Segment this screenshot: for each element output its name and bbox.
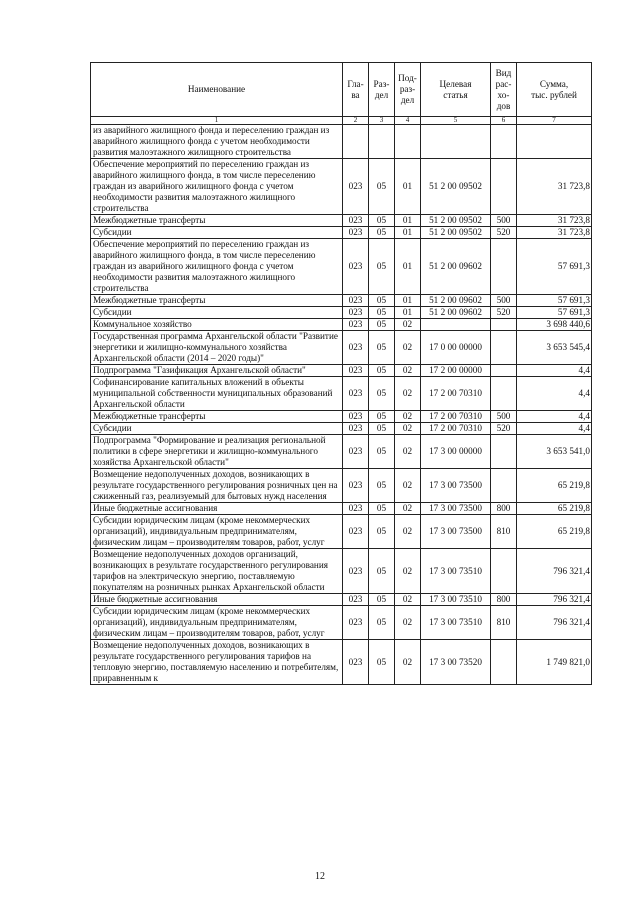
table-row — [91, 331, 592, 365]
cell-vid — [491, 377, 517, 411]
cell-glava: 023 — [343, 227, 369, 239]
cell-glava: 023 — [343, 307, 369, 319]
header-row — [91, 63, 592, 117]
cell-statya: 51 2 00 09502 — [421, 215, 491, 227]
table-row — [91, 319, 592, 331]
cell-vid — [491, 239, 517, 295]
cell-glava: 023 — [343, 606, 369, 640]
cell-name: Межбюджетные трансферты — [91, 215, 343, 227]
cell-summa: 796 321,4 — [517, 594, 592, 606]
cell-name: Подпрограмма "Формирование и реализация региональной политики в сфере энергетики и жилищно-коммунального хозяйства Архангельской области" — [91, 435, 343, 469]
header-number: 1 — [91, 117, 343, 125]
cell-podrazdel: 01 — [395, 159, 421, 215]
cell-podrazdel — [395, 125, 421, 159]
cell-vid — [491, 549, 517, 594]
cell-podrazdel: 01 — [395, 215, 421, 227]
cell-summa: 57 691,3 — [517, 295, 592, 307]
cell-name: Возмещение недополученных доходов, возникающих в результате государственного регулирования розничных цен на сжиженный газ, реализуемый для бытовых нужд населения — [91, 469, 343, 503]
cell-podrazdel: 02 — [395, 549, 421, 594]
cell-name: Межбюджетные трансферты — [91, 295, 343, 307]
table-row — [91, 435, 592, 469]
header-statya: Целевая статья — [421, 63, 491, 117]
cell-podrazdel: 02 — [395, 594, 421, 606]
cell-name: из аварийного жилищного фонда и переселению граждан из аварийного жилищного фонда с учетом необходимости развития малоэтажного жилищного строительства — [91, 125, 343, 159]
header-number: 4 — [395, 117, 421, 125]
cell-razdel: 05 — [369, 515, 395, 549]
cell-summa: 4,4 — [517, 411, 592, 423]
header-number: 6 — [491, 117, 517, 125]
header-summa: Сумма, тыс. рублей — [517, 63, 592, 117]
cell-podrazdel: 02 — [395, 319, 421, 331]
cell-glava: 023 — [343, 640, 369, 685]
cell-razdel: 05 — [369, 215, 395, 227]
cell-glava: 023 — [343, 331, 369, 365]
cell-vid — [491, 319, 517, 331]
cell-glava: 023 — [343, 469, 369, 503]
cell-glava: 023 — [343, 365, 369, 377]
cell-statya: 17 0 00 00000 — [421, 331, 491, 365]
cell-podrazdel: 01 — [395, 295, 421, 307]
cell-razdel: 05 — [369, 606, 395, 640]
cell-summa: 57 691,3 — [517, 239, 592, 295]
cell-glava: 023 — [343, 215, 369, 227]
cell-statya: 17 3 00 73520 — [421, 640, 491, 685]
cell-glava: 023 — [343, 423, 369, 435]
header-numbers-row — [91, 117, 592, 125]
cell-podrazdel: 01 — [395, 307, 421, 319]
cell-statya: 17 3 00 73510 — [421, 594, 491, 606]
cell-statya: 51 2 00 09502 — [421, 227, 491, 239]
budget-table — [90, 62, 592, 685]
cell-summa: 3 698 440,6 — [517, 319, 592, 331]
cell-summa: 31 723,8 — [517, 227, 592, 239]
cell-summa: 1 749 821,0 — [517, 640, 592, 685]
cell-vid — [491, 435, 517, 469]
cell-podrazdel: 02 — [395, 377, 421, 411]
cell-podrazdel: 02 — [395, 331, 421, 365]
table-row — [91, 227, 592, 239]
cell-name: Возмещение недополученных доходов организаций, возникающих в результате государственного регулирования тарифов на электрическую энергию, поставляемую покупателям на розничных рынках Архангельской области — [91, 549, 343, 594]
cell-summa: 3 653 541,0 — [517, 435, 592, 469]
cell-name: Иные бюджетные ассигнования — [91, 503, 343, 515]
cell-podrazdel: 01 — [395, 227, 421, 239]
cell-podrazdel: 01 — [395, 239, 421, 295]
cell-vid: 500 — [491, 215, 517, 227]
header-number: 3 — [369, 117, 395, 125]
header-number: 2 — [343, 117, 369, 125]
cell-podrazdel: 02 — [395, 515, 421, 549]
cell-razdel: 05 — [369, 411, 395, 423]
cell-glava: 023 — [343, 594, 369, 606]
cell-razdel: 05 — [369, 319, 395, 331]
cell-glava: 023 — [343, 377, 369, 411]
cell-glava: 023 — [343, 435, 369, 469]
cell-razdel: 05 — [369, 239, 395, 295]
cell-name: Субсидии — [91, 307, 343, 319]
cell-podrazdel: 02 — [395, 365, 421, 377]
cell-razdel: 05 — [369, 295, 395, 307]
cell-vid: 500 — [491, 295, 517, 307]
cell-vid: 520 — [491, 307, 517, 319]
table-row — [91, 549, 592, 594]
cell-summa: 65 219,8 — [517, 515, 592, 549]
cell-glava: 023 — [343, 239, 369, 295]
cell-statya — [421, 319, 491, 331]
cell-name: Иные бюджетные ассигнования — [91, 594, 343, 606]
cell-vid — [491, 640, 517, 685]
table-row — [91, 503, 592, 515]
cell-summa: 796 321,4 — [517, 549, 592, 594]
cell-razdel: 05 — [369, 503, 395, 515]
cell-name: Обеспечение мероприятий по переселению граждан из аварийного жилищного фонда, в том числе переселению граждан из аварийного жилищного фонда с учетом необходимости развития малоэтажного жилищного строительства — [91, 239, 343, 295]
header-name: Наименование — [91, 63, 343, 117]
cell-razdel: 05 — [369, 469, 395, 503]
cell-vid — [491, 365, 517, 377]
cell-razdel — [369, 125, 395, 159]
cell-statya: 17 2 00 70310 — [421, 411, 491, 423]
cell-statya: 17 3 00 73500 — [421, 503, 491, 515]
table-row — [91, 377, 592, 411]
cell-podrazdel: 02 — [395, 503, 421, 515]
cell-summa: 65 219,8 — [517, 503, 592, 515]
table-row — [91, 411, 592, 423]
cell-razdel: 05 — [369, 159, 395, 215]
header-number: 7 — [517, 117, 592, 125]
cell-name: Возмещение недополученных доходов, возникающих в результате государственного регулирования тарифов на тепловую энергию, поставляемую населению и потребителям, приравненным к — [91, 640, 343, 685]
table-row — [91, 159, 592, 215]
cell-vid: 520 — [491, 227, 517, 239]
cell-razdel: 05 — [369, 423, 395, 435]
cell-summa: 4,4 — [517, 423, 592, 435]
table-row — [91, 307, 592, 319]
cell-statya: 17 3 00 73500 — [421, 515, 491, 549]
cell-summa: 4,4 — [517, 377, 592, 411]
cell-razdel: 05 — [369, 307, 395, 319]
cell-razdel: 05 — [369, 435, 395, 469]
cell-name: Субсидии юридическим лицам (кроме некоммерческих организаций), индивидуальным предпринимателям, физическим лицам – производителям товаров, работ, услуг — [91, 606, 343, 640]
cell-name: Субсидии — [91, 227, 343, 239]
header-glava: Гла- ва — [343, 63, 369, 117]
cell-podrazdel: 02 — [395, 435, 421, 469]
cell-podrazdel: 02 — [395, 469, 421, 503]
cell-podrazdel: 02 — [395, 606, 421, 640]
table-row — [91, 606, 592, 640]
cell-summa: 65 219,8 — [517, 469, 592, 503]
header-podrazdel: Под- раз- дел — [395, 63, 421, 117]
cell-vid: 500 — [491, 411, 517, 423]
cell-statya: 17 3 00 73510 — [421, 549, 491, 594]
cell-vid — [491, 125, 517, 159]
cell-statya: 17 2 00 00000 — [421, 365, 491, 377]
cell-name: Коммунальное хозяйство — [91, 319, 343, 331]
cell-statya: 51 2 00 09602 — [421, 239, 491, 295]
cell-podrazdel: 02 — [395, 411, 421, 423]
cell-summa: 3 653 545,4 — [517, 331, 592, 365]
table-row — [91, 469, 592, 503]
table-row — [91, 515, 592, 549]
header-razdel: Раз- дел — [369, 63, 395, 117]
cell-statya: 51 2 00 09602 — [421, 307, 491, 319]
table-row — [91, 365, 592, 377]
cell-razdel: 05 — [369, 594, 395, 606]
cell-summa: 4,4 — [517, 365, 592, 377]
cell-glava: 023 — [343, 319, 369, 331]
cell-statya: 51 2 00 09602 — [421, 295, 491, 307]
cell-vid — [491, 159, 517, 215]
cell-vid: 520 — [491, 423, 517, 435]
cell-statya: 17 3 00 73510 — [421, 606, 491, 640]
cell-razdel: 05 — [369, 377, 395, 411]
cell-glava: 023 — [343, 295, 369, 307]
cell-glava — [343, 125, 369, 159]
cell-vid — [491, 331, 517, 365]
table-row — [91, 423, 592, 435]
cell-name: Государственная программа Архангельской области "Развитие энергетики и жилищно-коммунального хозяйства Архангельской области (2014 – 2020 годы)" — [91, 331, 343, 365]
cell-vid — [491, 469, 517, 503]
cell-razdel: 05 — [369, 640, 395, 685]
cell-razdel: 05 — [369, 549, 395, 594]
cell-summa — [517, 125, 592, 159]
cell-vid: 800 — [491, 503, 517, 515]
cell-glava: 023 — [343, 515, 369, 549]
page-number: 12 — [315, 871, 325, 882]
cell-podrazdel: 02 — [395, 423, 421, 435]
cell-vid: 800 — [491, 594, 517, 606]
cell-summa: 31 723,8 — [517, 215, 592, 227]
cell-name: Субсидии — [91, 423, 343, 435]
cell-statya: 17 2 00 70310 — [421, 423, 491, 435]
cell-name: Межбюджетные трансферты — [91, 411, 343, 423]
header-vid: Вид рас- хо- дов — [491, 63, 517, 117]
cell-razdel: 05 — [369, 331, 395, 365]
cell-razdel: 05 — [369, 227, 395, 239]
table-row — [91, 295, 592, 307]
cell-statya: 17 3 00 00000 — [421, 435, 491, 469]
cell-glava: 023 — [343, 549, 369, 594]
header-number: 5 — [421, 117, 491, 125]
cell-podrazdel: 02 — [395, 640, 421, 685]
table-row — [91, 594, 592, 606]
cell-statya: 17 3 00 73500 — [421, 469, 491, 503]
table-row — [91, 640, 592, 685]
cell-razdel: 05 — [369, 365, 395, 377]
cell-glava: 023 — [343, 159, 369, 215]
cell-summa: 796 321,4 — [517, 606, 592, 640]
cell-vid: 810 — [491, 606, 517, 640]
table-row — [91, 215, 592, 227]
cell-name: Субсидии юридическим лицам (кроме некоммерческих организаций), индивидуальным предпринимателям, физическим лицам – производителям товаров, работ, услуг — [91, 515, 343, 549]
cell-summa: 57 691,3 — [517, 307, 592, 319]
cell-vid: 810 — [491, 515, 517, 549]
cell-statya: 17 2 00 70310 — [421, 377, 491, 411]
cell-glava: 023 — [343, 411, 369, 423]
cell-statya: 51 2 00 09502 — [421, 159, 491, 215]
table-row — [91, 125, 592, 159]
cell-name: Обеспечение мероприятий по переселению граждан из аварийного жилищного фонда, в том числе переселению граждан из аварийного жилищного фонда с учетом необходимости развития малоэтажного жилищного строительства — [91, 159, 343, 215]
cell-name: Подпрограмма "Газификация Архангельской области" — [91, 365, 343, 377]
table-row — [91, 239, 592, 295]
cell-statya — [421, 125, 491, 159]
cell-glava: 023 — [343, 503, 369, 515]
cell-summa: 31 723,8 — [517, 159, 592, 215]
cell-name: Софинансирование капитальных вложений в объекты муниципальной собственности муниципальных образований Архангельской области — [91, 377, 343, 411]
